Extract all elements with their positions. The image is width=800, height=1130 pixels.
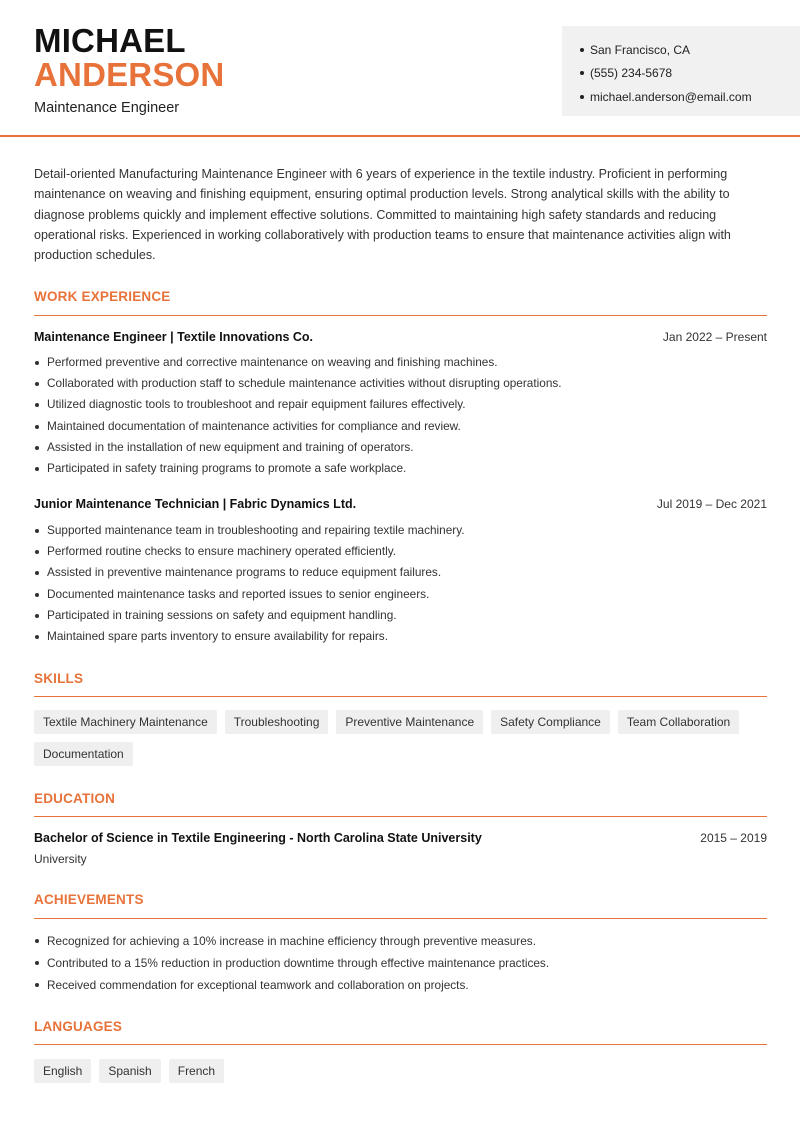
skill-tag: Documentation <box>34 742 133 766</box>
list-item: Collaborated with production staff to schedule maintenance activities without disrupting operations. <box>34 373 767 394</box>
section-title-languages: LANGUAGES <box>34 1019 123 1034</box>
list-item: Recognized for achieving a 10% increase in machine efficiency through preventive measures. <box>34 930 767 952</box>
list-item: Performed routine checks to ensure machinery operated efficiently. <box>34 541 767 562</box>
list-item: Assisted in preventive maintenance programs to reduce equipment failures. <box>34 562 767 583</box>
list-item: Participated in safety training programs to promote a safe workplace. <box>34 458 767 479</box>
job-dates: Jul 2019 – Dec 2021 <box>656 497 767 511</box>
resume-header <box>0 0 800 137</box>
section-divider <box>34 816 767 817</box>
education-degree: Bachelor of Science in Textile Engineering - North Carolina State University <box>34 831 482 845</box>
list-item: Documented maintenance tasks and reported issues to senior engineers. <box>34 584 767 605</box>
section-title-achievements: ACHIEVEMENTS <box>34 892 144 907</box>
language-tag: Spanish <box>99 1059 160 1083</box>
job-role: Maintenance Engineer | Textile Innovations Co. <box>34 330 314 344</box>
list-item: Supported maintenance team in troubleshooting and repairing textile machinery. <box>34 520 767 541</box>
section-divider <box>34 696 767 697</box>
contact-phone-text: (555) 234-5678 <box>590 66 673 81</box>
list-item: Received commendation for exceptional teamwork and collaboration on projects. <box>34 974 767 996</box>
education-institution-type: University <box>34 852 87 866</box>
bullet-icon <box>580 95 584 99</box>
section-title-education: EDUCATION <box>34 791 116 806</box>
education-header <box>34 831 767 845</box>
achievements-list <box>34 930 767 996</box>
job-header <box>34 330 767 344</box>
languages-list <box>34 1059 767 1083</box>
bullet-icon <box>580 71 584 75</box>
skill-tag: Textile Machinery Maintenance <box>34 710 217 734</box>
contact-location <box>580 38 800 62</box>
contact-phone <box>580 62 800 86</box>
job-bullets <box>34 352 767 479</box>
contact-email-text: michael.anderson@email.com <box>590 89 752 104</box>
list-item: Contributed to a 15% reduction in production downtime through effective maintenance practices. <box>34 952 767 974</box>
contact-box <box>562 26 800 116</box>
language-tag: English <box>34 1059 91 1083</box>
skills-list <box>34 710 767 766</box>
last-name: ANDERSON <box>34 56 225 93</box>
section-title-skills: SKILLS <box>34 671 84 686</box>
bullet-icon <box>580 48 584 52</box>
contact-location-text: San Francisco, CA <box>590 42 691 57</box>
contact-email <box>580 85 800 109</box>
skill-tag: Safety Compliance <box>491 710 610 734</box>
language-tag: French <box>169 1059 224 1083</box>
list-item: Utilized diagnostic tools to troubleshoot and repair equipment failures effectively. <box>34 394 767 415</box>
list-item: Assisted in the installation of new equipment and training of operators. <box>34 437 767 458</box>
list-item: Maintained spare parts inventory to ensure availability for repairs. <box>34 626 767 647</box>
section-divider <box>34 1044 767 1045</box>
summary-paragraph: Detail-oriented Manufacturing Maintenance Engineer with 6 years of experience in the textile industry. Proficient in performing maintenance on weaving and finishing equipment, ensuring optimal production levels. Strong analytical skills with the ability to diagnose problems quickly and implement effective solutions. Committed to maintaining high safety standards and reducing operational risks. Experienced in working collaboratively with production teams to ensure that maintenance activities align with production schedules. <box>34 167 731 263</box>
job-dates: Jan 2022 – Present <box>662 330 767 344</box>
section-divider <box>34 315 767 316</box>
skill-tag: Troubleshooting <box>225 710 329 734</box>
list-item: Participated in training sessions on safety and equipment handling. <box>34 605 767 626</box>
education-dates: 2015 – 2019 <box>700 831 767 845</box>
skill-tag: Preventive Maintenance <box>336 710 483 734</box>
skill-tag: Team Collaboration <box>618 710 739 734</box>
section-title-work: WORK EXPERIENCE <box>34 289 171 304</box>
job-bullets <box>34 520 767 647</box>
section-divider <box>34 918 767 919</box>
job-role: Junior Maintenance Technician | Fabric Dynamics Ltd. <box>34 497 357 511</box>
first-name: MICHAEL <box>34 22 186 59</box>
list-item: Maintained documentation of maintenance activities for compliance and review. <box>34 416 767 437</box>
job-header <box>34 497 767 511</box>
list-item: Performed preventive and corrective maintenance on weaving and finishing machines. <box>34 352 767 373</box>
job-title: Maintenance Engineer <box>34 100 180 116</box>
